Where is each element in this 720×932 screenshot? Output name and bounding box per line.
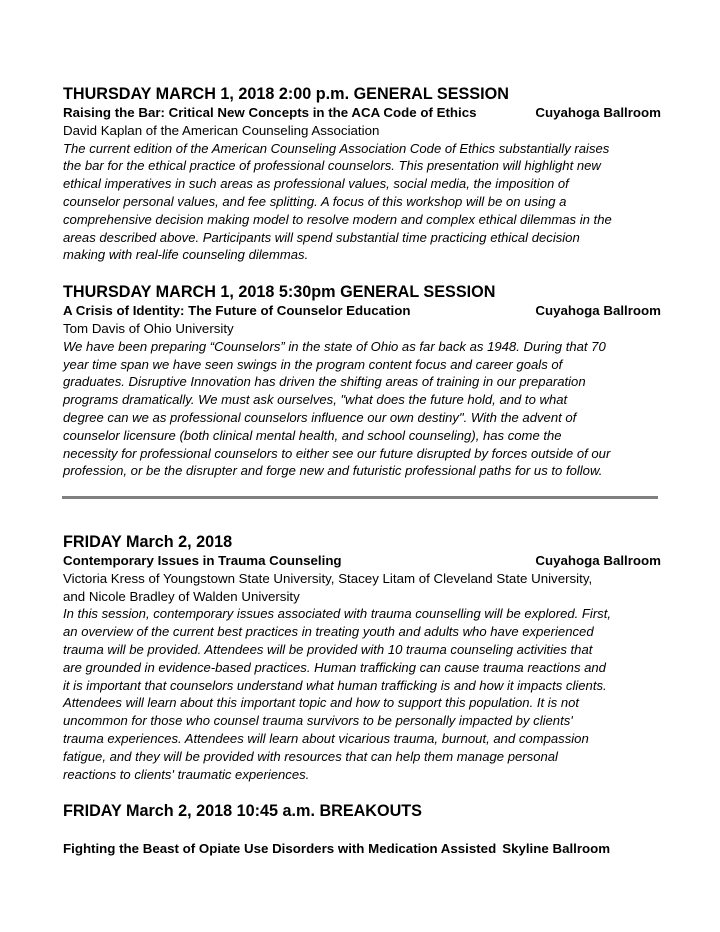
- talk-row: [63, 840, 661, 858]
- room-label: Cuyahoga Ballroom: [535, 553, 661, 569]
- description-line: reactions to clients' traumatic experiences.: [63, 766, 310, 782]
- session-heading: THURSDAY MARCH 1, 2018 5:30pm GENERAL SESSION: [63, 283, 496, 302]
- session-friday-breakouts: [63, 801, 661, 858]
- session-heading: THURSDAY MARCH 1, 2018 2:00 p.m. GENERAL SESSION: [63, 85, 509, 103]
- room-label: Skyline Ballroom: [502, 841, 611, 857]
- description-line: uncommon for those who counsel trauma survivors to be personally impacted by clients': [63, 713, 573, 729]
- session-thursday-2pm: [63, 84, 661, 264]
- description-line: fatigue, and they will be provided with resources that can help them manage personal: [63, 748, 558, 764]
- session-heading: FRIDAY March 2, 2018 10:45 a.m. BREAKOUTS: [63, 802, 422, 821]
- presenter: Tom Davis of Ohio University: [63, 321, 234, 337]
- presenter-line: and Nicole Bradley of Walden University: [63, 588, 300, 604]
- presenter-line: Victoria Kress of Youngstown State University, Stacey Litam of Cleveland State University,: [63, 571, 593, 587]
- description-line: We have been preparing “Counselors” in the state of Ohio as far back as 1948. During that 70: [63, 338, 606, 354]
- talk-title: Contemporary Issues in Trauma Counseling: [63, 553, 342, 569]
- description-line: programs dramatically. We must ask ourselves, "what does the future hold, and to what: [63, 392, 568, 408]
- description-line: trauma experiences. Attendees will learn about vicarious trauma, burnout, and compassion: [63, 730, 589, 746]
- session-friday: [63, 532, 661, 783]
- description-line: counselor personal values, and fee splitting. A focus of this workshop will be on using a: [63, 193, 567, 209]
- description-line: areas described above. Participants will spend substantial time practicing ethical decision: [63, 229, 580, 245]
- description-line: the bar for the ethical practice of professional counselors. This presentation will highlight new: [63, 158, 601, 174]
- description-line: necessity for professional counselors to either see our future disrupted by forces outside of our: [63, 445, 611, 461]
- talk-row: [63, 552, 661, 570]
- description-line: counselor licensure (both clinical mental health, and school counseling), has come the: [63, 427, 562, 443]
- talk-row: [63, 104, 661, 122]
- description-line: degree can we as professional counselors influence our own destiny". With the advent of: [63, 409, 577, 425]
- description-line: are grounded in evidence-based practices. Human trafficking can cause trauma reactions and: [63, 659, 606, 675]
- description-line: an overview of the current best practices in treating youth and adults who have experienced: [63, 624, 594, 640]
- description-line: profession, or be the disrupter and forge new and futuristic professional paths for us to follow.: [63, 463, 603, 479]
- program-page: [63, 84, 661, 858]
- description-line: graduates. Disruptive Innovation has driven the shifting areas of training in our preparation: [63, 374, 586, 390]
- description-line: making with real-life counseling dilemmas.: [63, 247, 309, 263]
- description-line: The current edition of the American Counseling Association Code of Ethics substantially raises: [63, 140, 610, 156]
- description-line: ethical imperatives in such areas as professional values, social media, the imposition of: [63, 176, 569, 192]
- room-label: Cuyahoga Ballroom: [535, 303, 661, 319]
- description-line: Attendees will learn about this important topic and how to support this population. It is not: [63, 695, 580, 711]
- session-thursday-530pm: [63, 282, 661, 480]
- talk-title: Fighting the Beast of Opiate Use Disorders with Medication Assisted: [63, 841, 497, 857]
- description-line: year time span we have seen swings in the program content focus and career goals of: [63, 356, 563, 372]
- talk-title: A Crisis of Identity: The Future of Counselor Education: [63, 303, 411, 319]
- description: [63, 605, 661, 783]
- presenter: [63, 570, 661, 605]
- description-line: trauma will be provided. Attendees will be provided with 10 trauma counseling activities that: [63, 641, 593, 657]
- description: [63, 338, 661, 480]
- description-line: In this session, contemporary issues associated with trauma counselling will be explored. First,: [63, 606, 612, 622]
- section-divider: [62, 496, 658, 499]
- presenter: David Kaplan of the American Counseling Association: [63, 123, 380, 138]
- description-line: comprehensive decision making model to resolve modern and complex ethical dilemmas in the: [63, 211, 612, 227]
- talk-row: [63, 302, 661, 320]
- room-label: Cuyahoga Ballroom: [535, 105, 661, 120]
- talk-title: Raising the Bar: Critical New Concepts in the ACA Code of Ethics: [63, 105, 477, 120]
- description-line: it is important that counselors understand what human trafficking is and how it impacts clients.: [63, 677, 607, 693]
- description: [63, 140, 661, 265]
- session-heading: FRIDAY March 2, 2018: [63, 533, 233, 552]
